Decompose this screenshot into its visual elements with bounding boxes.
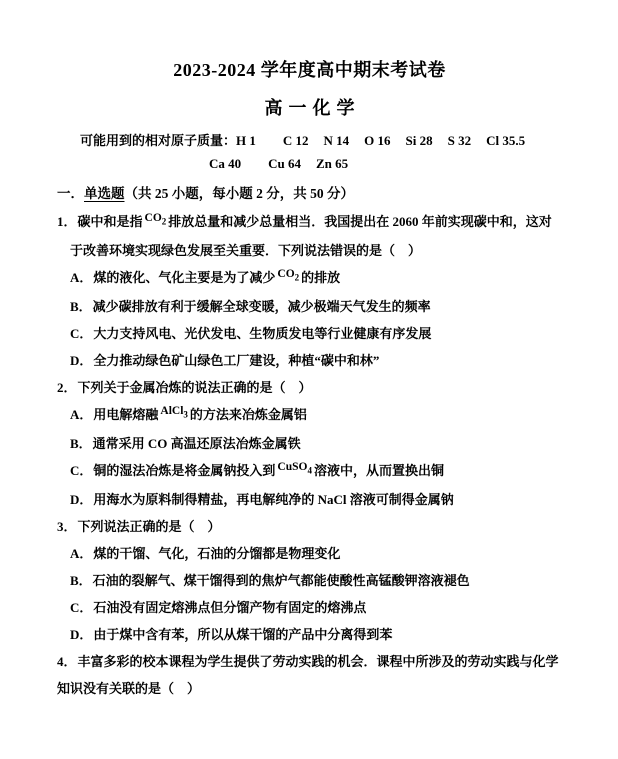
option-row [70, 264, 562, 293]
question-stem-line [70, 237, 562, 264]
question-stem-line [57, 675, 562, 702]
question-block-3 [57, 513, 562, 648]
atomic-mass: N 14 [323, 133, 350, 148]
option-text: 石油的裂解气、煤干馏得到的焦炉气都能使酸性高锰酸钾溶液褪色 [92, 573, 470, 588]
option-row [70, 320, 562, 347]
option-label: D． [70, 492, 93, 507]
chemical-formula: AlCl$_3$ [160, 405, 188, 420]
chemical-formula: $CO_2$ [277, 268, 300, 283]
stem-text: 知识没有关联的是（ ） [57, 681, 201, 696]
atomic-masses-row-1 [57, 129, 562, 152]
option-row [70, 567, 562, 594]
section-title: 单选题 [84, 186, 125, 201]
option-row [70, 457, 562, 486]
option-label: A． [70, 407, 93, 422]
option-row [70, 621, 562, 648]
atomic-masses-row-2 [57, 152, 562, 175]
question-stem-line [57, 513, 562, 540]
option-text: 大力支持风电、光伏发电、生物质发电等行业健康有序发展 [93, 326, 432, 341]
atomic-mass: Si 28 [405, 133, 433, 148]
chemical-formula: CuSO$_4$ [277, 461, 312, 476]
option-text: 用电解熔融 AlCl$_3$ 的方法来冶炼金属铝 [93, 405, 307, 422]
option-text: 煤的干馏、气化，石油的分馏都是物理变化 [93, 546, 341, 561]
option-row [70, 401, 562, 430]
page-subtitle: 高一化学 [264, 98, 361, 118]
atomic-mass: Cu 64 [268, 156, 302, 171]
option-text: 铜的湿法冶炼是将金属钠投入到 CuSO$_4$ 溶液中，从而置换出铜 [93, 461, 444, 478]
stem-text: 于改善环境实现绿色发展至关重要．下列说法错误的是（ ） [70, 243, 422, 258]
atomic-mass: S 32 [447, 133, 472, 148]
option-label: A． [70, 546, 93, 561]
option-label: C． [70, 326, 93, 341]
chemical-formula: $CO_2$ [144, 212, 167, 227]
option-row [70, 486, 562, 513]
option-label: B． [70, 436, 92, 451]
option-label: D． [70, 627, 93, 642]
option-row [70, 540, 562, 567]
atomic-mass: Ca 40 [209, 156, 242, 171]
question-stem-line [57, 374, 562, 401]
option-label: B． [70, 299, 92, 314]
atomic-mass: H 1 [236, 133, 256, 148]
question-block-2 [57, 374, 562, 513]
question-number: 1． [57, 214, 77, 229]
stem-text: 下列关于金属冶炼的说法正确的是（ ） [77, 380, 312, 395]
option-label: D． [70, 353, 93, 368]
question-number: 4． [57, 654, 77, 669]
question-block-1 [57, 208, 562, 374]
option-row [70, 347, 562, 374]
atomic-masses-values-2 [209, 156, 363, 171]
stem-text: 下列说法正确的是（ ） [77, 519, 221, 534]
section-prefix: 一． [57, 186, 84, 201]
question-number: 3． [57, 519, 77, 534]
option-text: 石油没有固定熔沸点但分馏产物有固定的熔沸点 [93, 600, 367, 615]
option-row [70, 430, 562, 457]
stem-text: 丰富多彩的校本课程为学生提供了劳动实践的机会．课程中所涉及的劳动实践与化学 [77, 654, 559, 669]
option-text: 减少碳排放有利于缓解全球变暖，减少极端天气发生的频率 [92, 299, 431, 314]
atomic-mass: C 12 [282, 133, 309, 148]
section-heading [57, 180, 562, 208]
atomic-mass: O 16 [364, 133, 391, 148]
option-text: 通常采用 CO 高温还原法冶炼金属铁 [92, 436, 301, 451]
page-title: 2023-2024 学年度高中期末考试卷 [173, 60, 446, 80]
option-text: 用海水为原料制得精盐，再电解纯净的 NaCl 溶液可制得金属钠 [93, 492, 454, 507]
atomic-mass: Zn 65 [316, 156, 349, 171]
section-detail: （共 25 小题，每小题 2 分，共 50 分） [124, 186, 354, 201]
option-text: 煤的液化、气化主要是为了减少 $CO_2$ 的排放 [93, 268, 341, 285]
option-row [70, 594, 562, 621]
question-stem-line [57, 208, 562, 237]
stem-text: 碳中和是指 $CO_2$ 排放总量和减少总量相当．我国提出在 2060 年前实现碳中和，这对 [77, 212, 552, 229]
question-block-4 [57, 648, 562, 702]
question-stem-line [57, 648, 562, 675]
atomic-masses-label: 可能用到的相对原子质量： [80, 133, 237, 148]
option-text: 由于煤中含有苯，所以从煤干馏的产品中分离得到苯 [93, 627, 393, 642]
option-label: B． [70, 573, 92, 588]
option-row [70, 293, 562, 320]
option-label: C． [70, 600, 93, 615]
option-label: A． [70, 270, 93, 285]
atomic-masses-values-1 [236, 133, 540, 148]
option-label: C． [70, 463, 93, 478]
question-number: 2． [57, 380, 77, 395]
atomic-mass: Cl 35.5 [486, 133, 526, 148]
option-text: 全力推动绿色矿山绿色工厂建设，种植“碳中和林” [93, 353, 380, 368]
